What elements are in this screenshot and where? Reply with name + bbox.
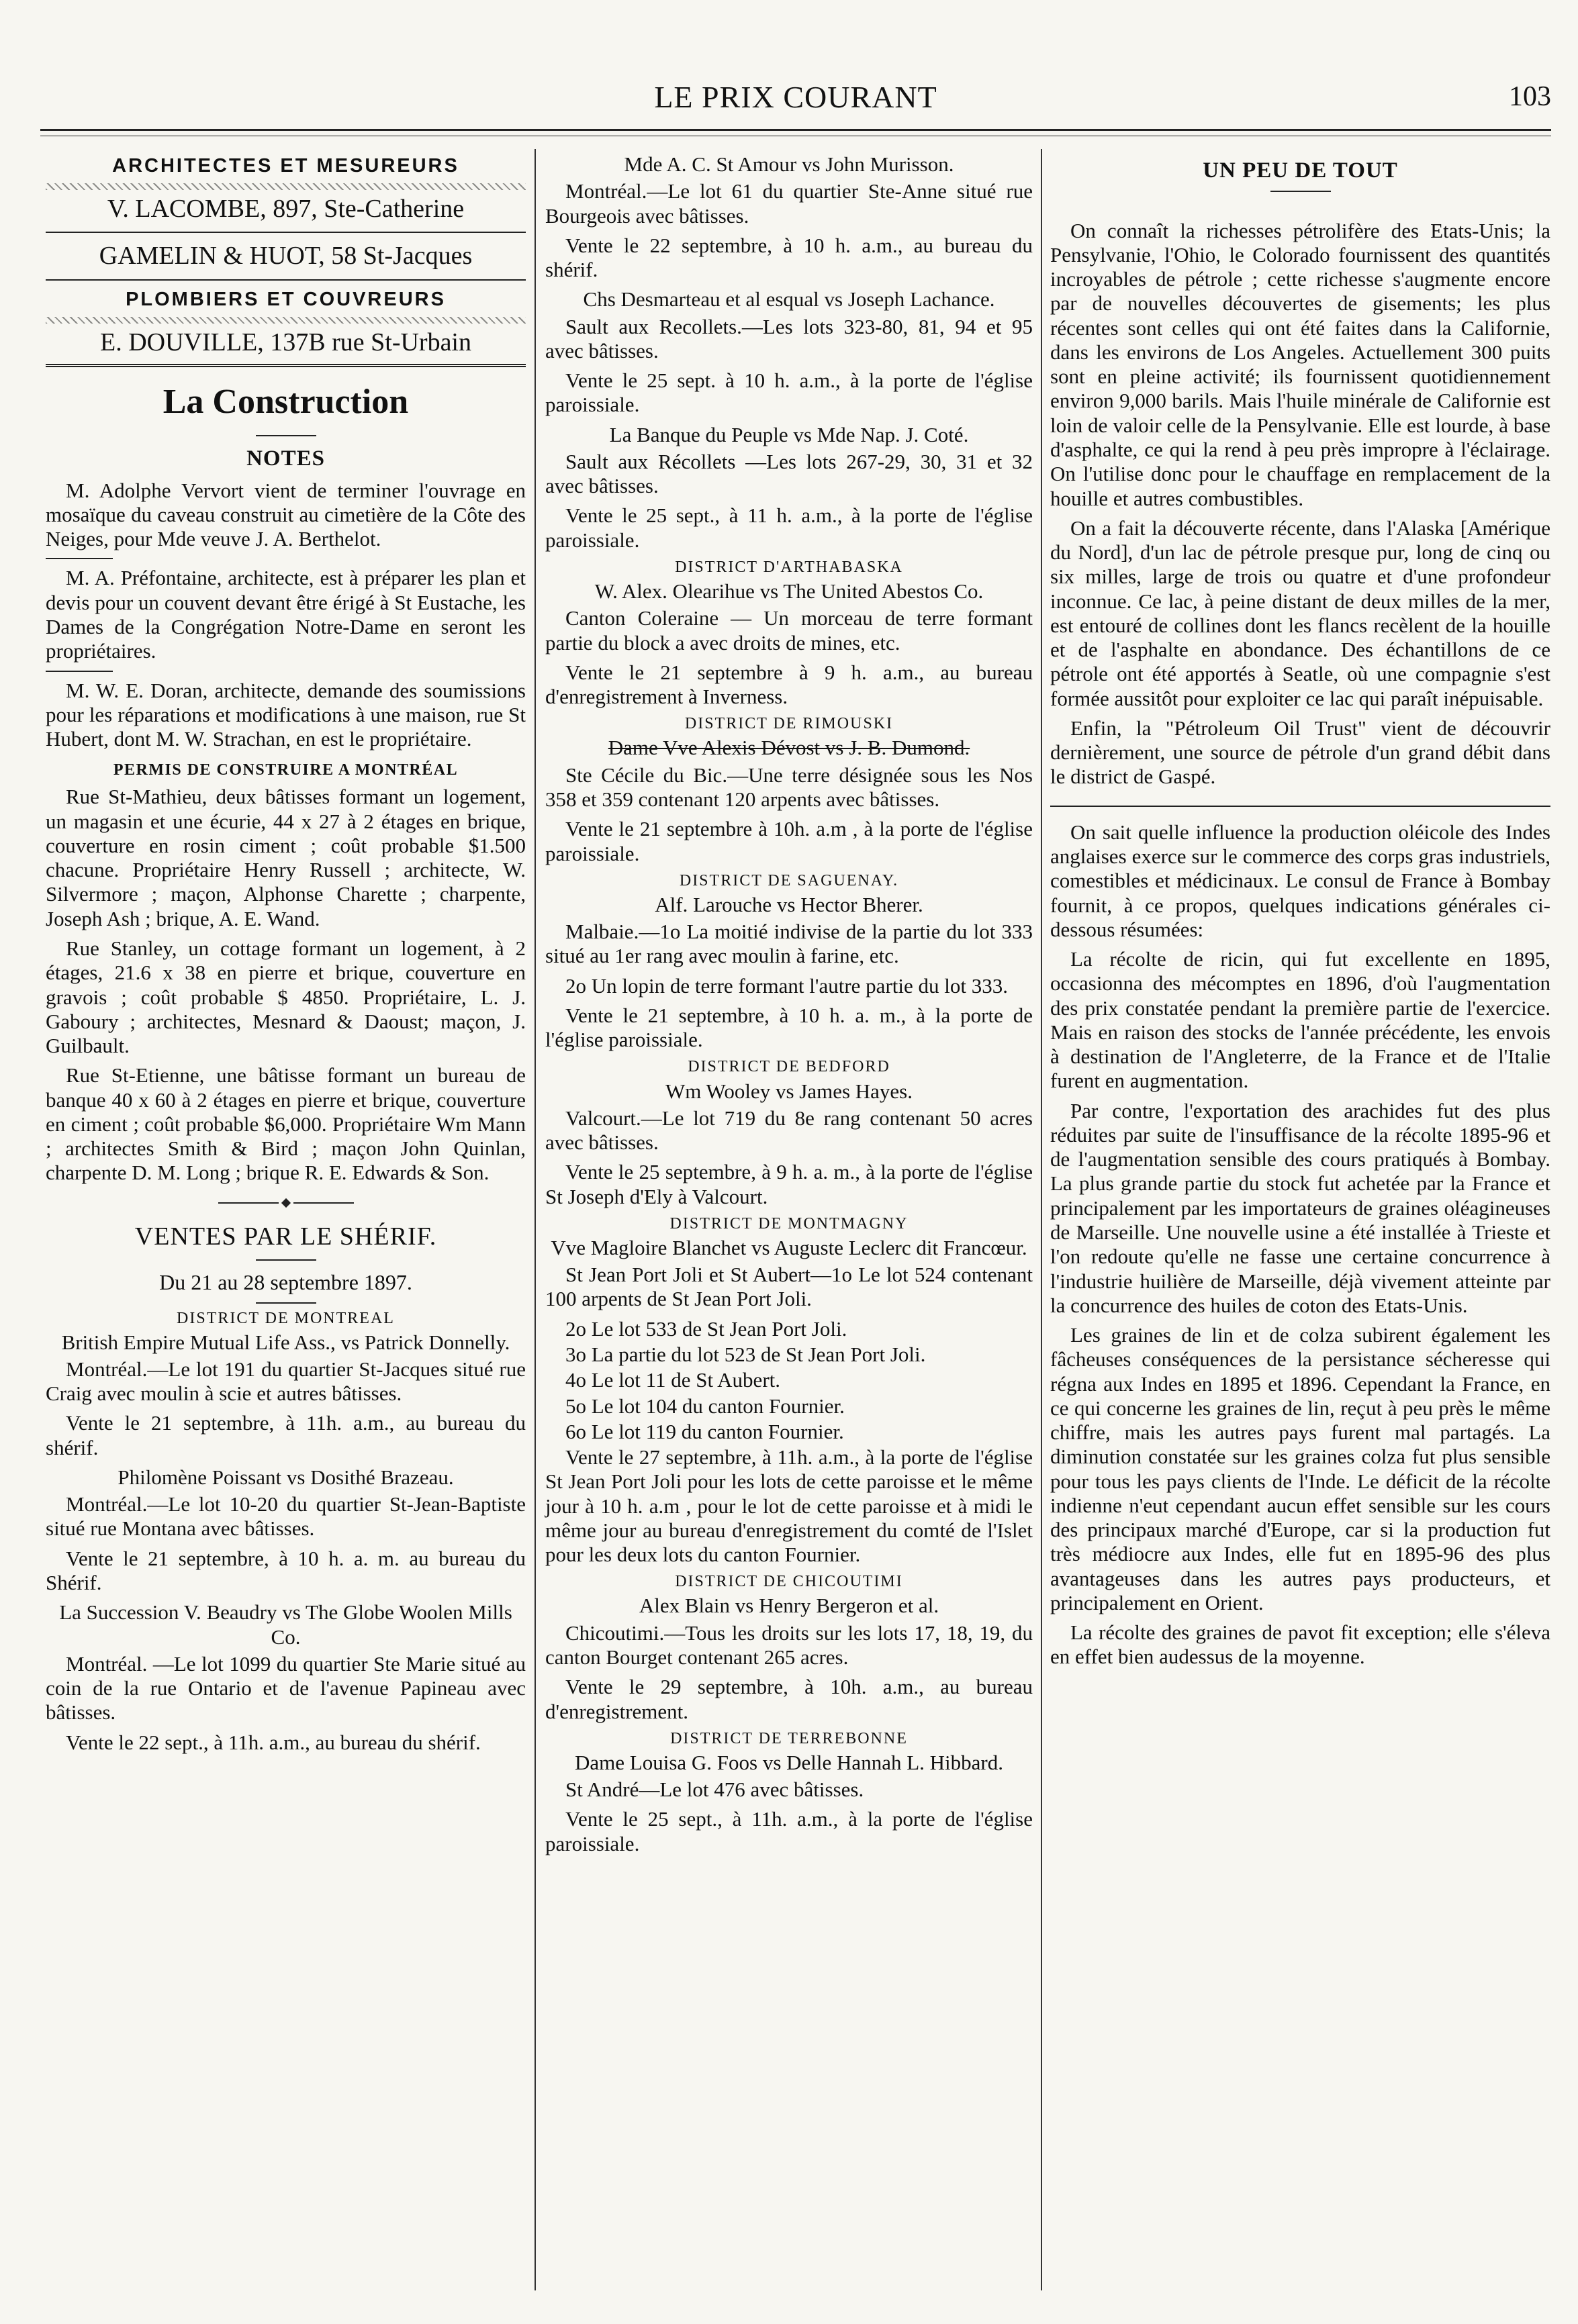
page-number: 103 [1509, 81, 1551, 112]
rule [46, 279, 526, 281]
column-1 [46, 151, 526, 1760]
permit-paragraph: Rue St-Mathieu, deux bâtisses formant un logement, un magasin et une écurie, 44 x 27 à 2 étages en brique, couverture en rosin ciment ; coût probable $1.500 chacune. Propriétaire Henry Russell ; architecte, W. Silvermore ; maçon, Alphonse Charette ; charpente, Joseph Ash ; brique, A. E. Wand. [46, 785, 526, 930]
sale-paragraph: Vente le 25 sept., à 11h. a.m., à la porte de l'église paroissiale. [545, 1807, 1033, 1855]
sale-paragraph: Vente le 27 septembre, à 11h. a.m., à la porte de l'église St Jean Port Joli pour les lots de cette paroisse et le même jour à 10 h. a.m , pour le lot de cette paroisse et à midi le même jour au bureau d'enregistrement du comté de l'Islet pour les deux lots du canton Fournier. [545, 1445, 1033, 1567]
section-title-un-peu-de-tout: UN PEU DE TOUT [1203, 158, 1398, 183]
district-heading: DISTRICT DE SAGUENAY. [679, 871, 899, 889]
sale-paragraph: Valcourt.—Le lot 719 du 8e rang contenant 50 acres avec bâtisses. [545, 1106, 1033, 1155]
double-rule [46, 364, 526, 367]
case-title: Mde A. C. St Amour vs John Murisson. [624, 152, 954, 176]
sale-paragraph: Vente le 21 septembre à 9 h. a.m., au bureau d'enregistrement à Inverness. [545, 660, 1033, 709]
sale-paragraph: Canton Coleraine — Un morceau de terre formant partie du block a avec droits de mines, etc. [545, 606, 1033, 655]
sale-item: 5o Le lot 104 du canton Fournier. [565, 1394, 845, 1418]
article-paragraph: On connaît la richesses pétrolifère des Etats-Unis; la Pensylvanie, l'Ohio, le Colorado fournissent des quantités incroyables de pétrole ; cette richesse s'augmente encore par de nouvelles découvertes de gisements; les plus récentes sont celles qui ont été faites dans la Californie, dans les environs de Los Angeles. Actuellement 300 puits sont en pleine activité; ils fournissent quotidiennement environ 9,000 barils. Mais l'huile minérale de Californie est loin de valoir celle de la Pensylvanie. Elle est lourde, à base d'asphalte, ce qui la rend à peu près impropre à l'éclairage. On l'utilise donc pour le chauffage en remplacement de la houille et autres combustibles. [1050, 218, 1550, 510]
rule [46, 558, 113, 559]
sale-paragraph: Vente le 29 septembre, à 10h. a.m., au bureau d'enregistrement. [545, 1675, 1033, 1723]
district-heading: DISTRICT DE RIMOUSKI [684, 715, 894, 733]
article-paragraph: Enfin, la "Pétroleum Oil Trust" vient de découvrir dernièrement, une source de pétrole d'un grand débit dans le district de Gaspé. [1050, 716, 1550, 789]
note-paragraph: M. W. E. Doran, architecte, demande des soumissions pour les réparations et modifications à une maison, rue St Hubert, dont M. W. Strachan, en est le propriétaire. [46, 678, 526, 751]
date-range: Du 21 au 28 septembre 1897. [159, 1270, 412, 1295]
case-title: La Succession V. Beaudry vs The Globe Woolen Mills Co. [59, 1600, 512, 1649]
article-paragraph: La récolte de ricin, qui fut excellente en 1895, occasionna des mécomptes en 1896, d'où l'augmentation des prix constatée pendant la première partie de l'exercice. Mais en raison des stocks de l'année précédente, les envois à destination de l'Angleterre, de la France et de l'Italie furent en augmentation. [1050, 947, 1550, 1093]
page-header [40, 79, 1551, 119]
sale-paragraph: Vente le 22 sept., à 11h. a.m., au bureau du shérif. [66, 1730, 481, 1754]
short-rule [256, 435, 316, 436]
district-heading: DISTRICT DE MONTREAL [177, 1309, 395, 1327]
sale-paragraph: St André—Le lot 476 avec bâtisses. [565, 1778, 864, 1802]
column-divider-1 [535, 149, 536, 2290]
sale-paragraph: Sault aux Recollets.—Les lots 323-80, 81, 94 et 95 avec bâtisses. [545, 314, 1033, 362]
sale-paragraph: Vente le 21 septembre, à 11h. a.m., au bureau du shérif. [46, 1411, 526, 1459]
sale-paragraph: Montréal.—Le lot 61 du quartier Ste-Anne situé rue Bourgeois avec bâtisses. [545, 179, 1033, 228]
sale-paragraph: Vente le 21 septembre, à 10 h. a. m. au bureau du Shérif. [46, 1546, 526, 1594]
column-3 [1050, 151, 1550, 1675]
sale-item: 3o La partie du lot 523 de St Jean Port Joli. [565, 1343, 926, 1367]
case-title: Vve Magloire Blanchet vs Auguste Leclerc dit Francœur. [551, 1235, 1027, 1259]
article-paragraph: La récolte des graines de pavot fit exception; elle s'éleva en effet bien audessus de la moyenne. [1050, 1620, 1550, 1669]
listing-architect-2: GAMELIN & HUOT, 58 St-Jacques [99, 242, 473, 271]
sale-paragraph: Sault aux Récollets —Les lots 267-29, 30, 31 et 32 avec bâtisses. [545, 449, 1033, 498]
column-2 [545, 151, 1033, 1861]
case-title: Dame Vve Alexis Dévost vs J. B. Dumond. [608, 736, 970, 760]
district-heading: DISTRICT D'ARTHABASKA [675, 558, 903, 576]
case-title: W. Alex. Olearihue vs The United Abestos Co. [594, 579, 984, 603]
header-rule [40, 129, 1551, 131]
sale-paragraph: Montréal.—Le lot 10-20 du quartier St-Jean-Baptiste situé rue Montana avec bâtisses. [46, 1492, 526, 1541]
section-title-ventes: VENTES PAR LE SHÉRIF. [134, 1222, 437, 1251]
case-title: La Banque du Peuple vs Mde Nap. J. Coté. [609, 422, 969, 446]
listing-architect-1: V. LACOMBE, 897, Ste-Catherine [107, 194, 465, 223]
journal-title: LE PRIX COURANT [654, 80, 937, 114]
sale-paragraph: St Jean Port Joli et St Aubert—1o Le lot 524 contenant 100 arpents de St Jean Port Joli. [545, 1263, 1033, 1311]
rule [1050, 806, 1550, 807]
column-divider-2 [1041, 149, 1042, 2290]
article-paragraph: Les graines de lin et de colza subirent également les fâcheuses conséquences de la persistance sécheresse qui régna aux Indes en 1895 et 1896. Cependant la France, en ce qui concerne les graines de lin, reçut à peu près le même chiffre, mais les autres pays furent mal partagés. La diminution constatée sur les graines colza fut plus sensible pour tous les pays clients de l'Inde. Le déficit de la récolte indienne n'eut cependant aucun effet sensible sur les cours des principaux marché d'Europe, car si la production fut très médiocre aux Indes, elle fut en 1895-96 des plus avantageuses dans les autres pays producteurs, et principalement en Orient. [1050, 1323, 1550, 1614]
heading-architectes: ARCHITECTES ET MESUREURS [112, 155, 459, 177]
note-paragraph: M. A. Préfontaine, architecte, est à préparer les plan et devis pour un couvent devant être érigé à St Eustache, les Dames de la Congrégation Notre-Dame en seront les propriétaires. [46, 566, 526, 663]
ornament-rule [46, 1198, 526, 1208]
sale-paragraph: Montréal.—Le lot 191 du quartier St-Jacques situé rue Craig avec moulin à scie et autres bâtisses. [46, 1357, 526, 1406]
district-heading: DISTRICT DE MONTMAGNY [669, 1214, 909, 1232]
sale-paragraph: Ste Cécile du Bic.—Une terre désignée sous les Nos 358 et 359 contenant 120 arpents avec bâtisses. [545, 763, 1033, 811]
rule [46, 671, 113, 672]
case-title: British Empire Mutual Life Ass., vs Patrick Donnelly. [61, 1330, 510, 1354]
article-paragraph: On a fait la découverte récente, dans l'Alaska [Amérique du Nord], d'un lac de pétrole presque pur, long de cinq ou six milles, large de trois ou quatre et d'une profondeur inconnue. Ce lac, à peine distant de deux milles de la mer, est entouré de collines dont les flancs recèlent de la houille et de l'asphalte en abondance. Des échantillons de ce pétrole ont été apportés à Seatle, où une compagnie s'est formée aussitôt pour exploiter ce lac qui paraît inépuisable. [1050, 516, 1550, 710]
heading-plombiers: PLOMBIERS ET COUVREURS [126, 288, 446, 310]
case-title: Alex Blain vs Henry Bergeron et al. [639, 1594, 939, 1618]
rule [46, 232, 526, 233]
note-paragraph: M. Adolphe Vervort vient de terminer l'ouvrage en mosaïque du caveau construit au cimetière de la Côte des Neiges, pour Mde veuve J. A. Berthelot. [46, 478, 526, 551]
sale-item: 6o Le lot 119 du canton Fournier. [565, 1419, 844, 1443]
case-title: Philomène Poissant vs Dosithé Brazeau. [118, 1465, 454, 1489]
article-paragraph: On sait quelle influence la production oléicole des Indes anglaises exerce sur le commerce des corps gras industriels, comestibles et médicinaux. Le consul de France à Bombay fournit, à ce propos, quelques indications générales ci-dessous résumées: [1050, 820, 1550, 941]
short-rule [256, 1259, 316, 1261]
district-heading: DISTRICT DE BEDFORD [688, 1058, 890, 1076]
sale-item: 2o Le lot 533 de St Jean Port Joli. [565, 1316, 847, 1341]
sale-paragraph: Vente le 25 septembre, à 9 h. a. m., à la porte de l'église St Joseph d'Ely à Valcourt. [545, 1160, 1033, 1208]
sale-paragraph: Montréal. —Le lot 1099 du quartier Ste Marie situé au coin de la rue Ontario et de l'avenue Papineau avec bâtisses. [46, 1651, 526, 1725]
permit-paragraph: Rue Stanley, un cottage formant un logement, à 2 étages, 21.6 x 38 en pierre et brique, couverture en gravois ; coût probable $ 4850. Propriétaire, L. J. Gaboury ; architectes, Mesnard & Daoust; maçon, J. Guilbault. [46, 936, 526, 1058]
sale-paragraph: Vente le 21 septembre à 10h. a.m , à la porte de l'église paroissiale. [545, 817, 1033, 865]
heading-notes: NOTES [246, 446, 325, 471]
heading-permis: PERMIS DE CONSTRUIRE A MONTRÉAL [113, 761, 459, 779]
case-title: Wm Wooley vs James Hayes. [665, 1079, 913, 1103]
wavy-rule [46, 183, 526, 190]
case-title: Chs Desmarteau et al esqual vs Joseph Lachance. [583, 287, 995, 311]
sale-paragraph: 2o Un lopin de terre formant l'autre partie du lot 333. [565, 973, 1008, 998]
sale-paragraph: Malbaie.—1o La moitié indivise de la partie du lot 333 situé au 1er rang avec moulin à farine, etc. [545, 920, 1033, 968]
case-title: Alf. Larouche vs Hector Bherer. [655, 892, 923, 916]
short-rule [1270, 191, 1331, 192]
wavy-rule [46, 317, 526, 324]
sale-paragraph: Vente le 25 sept., à 11 h. a.m., à la porte de l'église paroissiale. [545, 503, 1033, 552]
district-heading: DISTRICT DE TERREBONNE [670, 1729, 908, 1747]
short-rule [256, 1302, 316, 1304]
article-paragraph: Par contre, l'exportation des arachides fut des plus réduites par suite de l'insuffisance de la récolte 1895-96 et de l'augmentation sensible des cours pratiqués à Bombay. La plus grande partie du stock fut achetée par la France et principalement par les importateurs de graines oléagineuses de Marseille. Une nouvelle usine a été installée à Trieste et l'on redoute qu'elle ne fasse une certaine concurrence à l'industrie huilière de Marseille, déjà vivement atteinte par la concurrence des huiles de coton des Etats-Unis. [1050, 1098, 1550, 1317]
sale-paragraph: Chicoutimi.—Tous les droits sur les lots 17, 18, 19, du canton Bourget contenant 265 acres. [545, 1620, 1033, 1669]
district-heading: DISTRICT DE CHICOUTIMI [675, 1573, 903, 1591]
section-title-construction: La Construction [163, 383, 409, 422]
sale-item: 4o Le lot 11 de St Aubert. [565, 1368, 781, 1392]
listing-plumber-1: E. DOUVILLE, 137B rue St-Urbain [99, 328, 471, 356]
sale-paragraph: Vente le 21 septembre, à 10 h. a. m., à la porte de l'église paroissiale. [545, 1003, 1033, 1052]
permit-paragraph: Rue St-Etienne, une bâtisse formant un bureau de banque 40 x 60 à 2 étages en pierre et brique, couverture en ciment ; coût probable $6,000. Propriétaire Wm Mann ; architectes Smith & Bird ; maçon John Quinlan, charpente D. M. Long ; brique R. E. Edwards & Son. [46, 1063, 526, 1185]
sale-paragraph: Vente le 22 septembre, à 10 h. a.m., au bureau du shérif. [545, 233, 1033, 282]
case-title: Dame Louisa G. Foos vs Delle Hannah L. Hibbard. [575, 1750, 1003, 1774]
sale-paragraph: Vente le 25 sept. à 10 h. a.m., à la porte de l'église paroissiale. [545, 369, 1033, 417]
